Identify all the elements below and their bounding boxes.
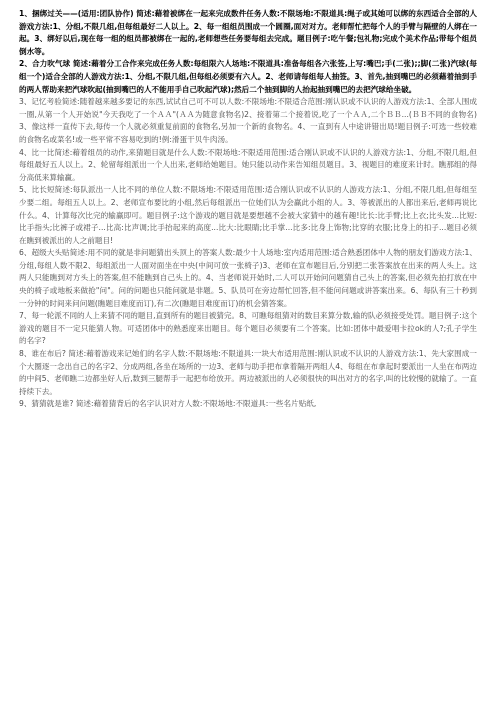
paragraph-1: 1、捆绑过关——(适用:团队协作) 简述:藉着被绑在一起来完成数件任务人数:不限场地:不限道具:绳子或其她可以绑的东西适合全部的人游戏方法:1、分组,不限几组,但每组最好二人以上。2、每一组组员围成一个圆圈,面对对方。老师帮忙把每个人的手臂与隔壁的人绑在一起。3、绑好以后,现在每一组的组员都被绑在一起的,老师想些任务要每组去完成。题目例子:吃午餐;包礼物;完成个美术作品;带每个组员倒水等。	[19, 9, 477, 56]
paragraph-6: 6、超级大头贴简述:用不同的就是非问题猜出头顶上的答案人数:最少十人场地:室内适用范围:适合熟悉团体中人物的朋友们游戏方法:1、分组,每组人数不限2、每组派出一人面对面坐在中央(中间可放一张椅子)3、老师在宣布题目后,分别把二张答案放在出来的两人头上。这两人只能瞧到对方头上的答案,但不能瞧到自己头上的。4、当老师说开始时,二人可以开始问问题猜自己头上的答案,但必须先拍打放在中央的椅子或地板来做抢"问"。问的问题也只能问就是非题。5、队员可在旁边帮忙回答,但不能问问题或讲答案出来。6、每队有三十秒到一分钟的时间来问问题(瞧题目难度而订),有二次(瞧题目难度而订)的机会猜答案。	[19, 248, 477, 308]
paragraph-5: 5、比长短简述:每队派出一人比不同的单位人数:不限场地:不限适用范围:适合刚认识或不认识的人游戏方法:1、分组,不限几组,但每组至少要二组。每组五人以上。2、老师宣布要比的小组,然后每组派出一位她们认为会赢此小组的人。3、等被派出的人都出来后,老师再说比什么。4、计算每次比完的输赢即可。题目例子:这个游戏的题目就是要想越不会被大家猜中的越有趣!比长:比手臂;比上衣;比头发...比短:比手指头;比裤子或裙子...比高:比声调;比手抬起来的高度...比大:比眼睛;比手掌...比多:比身上饰物;比穿的衣服;比身上的扣子...题目必须在瞧到被派出的人之前题目!	[19, 185, 477, 245]
paragraph-7: 7、每一轮派不同的人上来猜不同的题目,直到所有的题目被猜完。8、可瞧每组猜对的数目来算分数,输的队必须接受处罚。题目例子:这个游戏的题目不一定只能猜人物。可适团体中的熟悉度来出题目。每个题目必须要有二个答案。比如:团体中最爱唱卡拉ok的人?;孔子学生的名字?	[19, 311, 477, 346]
paragraph-2: 2、合力吹气球 简述:藉着分工合作来完成任务人数:每组限六人场地:不限道具:准备每组各六张签,上写:嘴巴;手(二张);;脚(二张)汽球(每组一个)适合全部的人游戏方法:1、分组,不限几组,但每组必须要有六人。2、老师请每组每人抽签。3、首先,抽到嘴巴的必须藉着抽到手的两人帮助来把汽球吹起(抽到嘴巴的人不能用手自己吹起汽球);然后二个抽到脚的人抬起抽到嘴巴的去把汽球给坐破。	[19, 59, 477, 94]
document-body	[19, 8, 477, 411]
paragraph-9: 9、猜猜就是谁? 简述:藉着猜背后的名字认识对方人数:不限场地:不限道具:一些名片贴纸,	[19, 399, 317, 409]
paragraph-3: 3、记忆考验简述:随着越来越多要记的东西,试试自己可不可以人数:不限场地:不限适合范围:刚认识或不认识的人游戏方法:1、全部人围成一圈,从第一个人开始说"今天我吃了一个ＡＡ"(ＡＡ为随意食物名)2、接着第二个接着说,吃了一个ＡＡ,二个ＢＢ...(ＢＢ不同的食物名)3、像这样一直传下去,每传一个人就必须重复前面的食物名,另加一个新的食物名。4、一直到有人中途讲错出局!题目例子:可选一些较难的食物名或菜名!或一些平常不容易吃到的!例:滑蛋干贝牛肉汤。	[19, 97, 477, 144]
paragraph-4: 4、比一比简述:藉着组员的动作,来猜题目就是什么人数:不限场地:不限适用范围:适合刚认识或不认识的人游戏方法:1、分组,不限几组,但每组最好五人以上。2、轮留每组派出一个人出来,老师给她题目。她只能以动作来告知组员题目。3、视题目的难度来计时。瞧那组的得分高低来算输赢。	[19, 147, 477, 182]
paragraph-8: 8、谁在布后? 简述:藉着游戏来记她们的名字人数:不限场地:不限道具:一块大布适用范围:刚认识或不认识的人游戏方法:1、先大家围成一个大圈逐一念出自己的名字2、分成两组,各坐在场所的一边3、老师与助手把布拿着隔开两组人4、每组在布拿起时要派出一人坐在布两边的中间5、老师瞧二边都坐好人后,数到三腿帮手一起把布给放开。两边被派出的人必须很快的叫出对方的名字,叫的比较慢的就输了。一直持续下去。	[19, 349, 477, 396]
